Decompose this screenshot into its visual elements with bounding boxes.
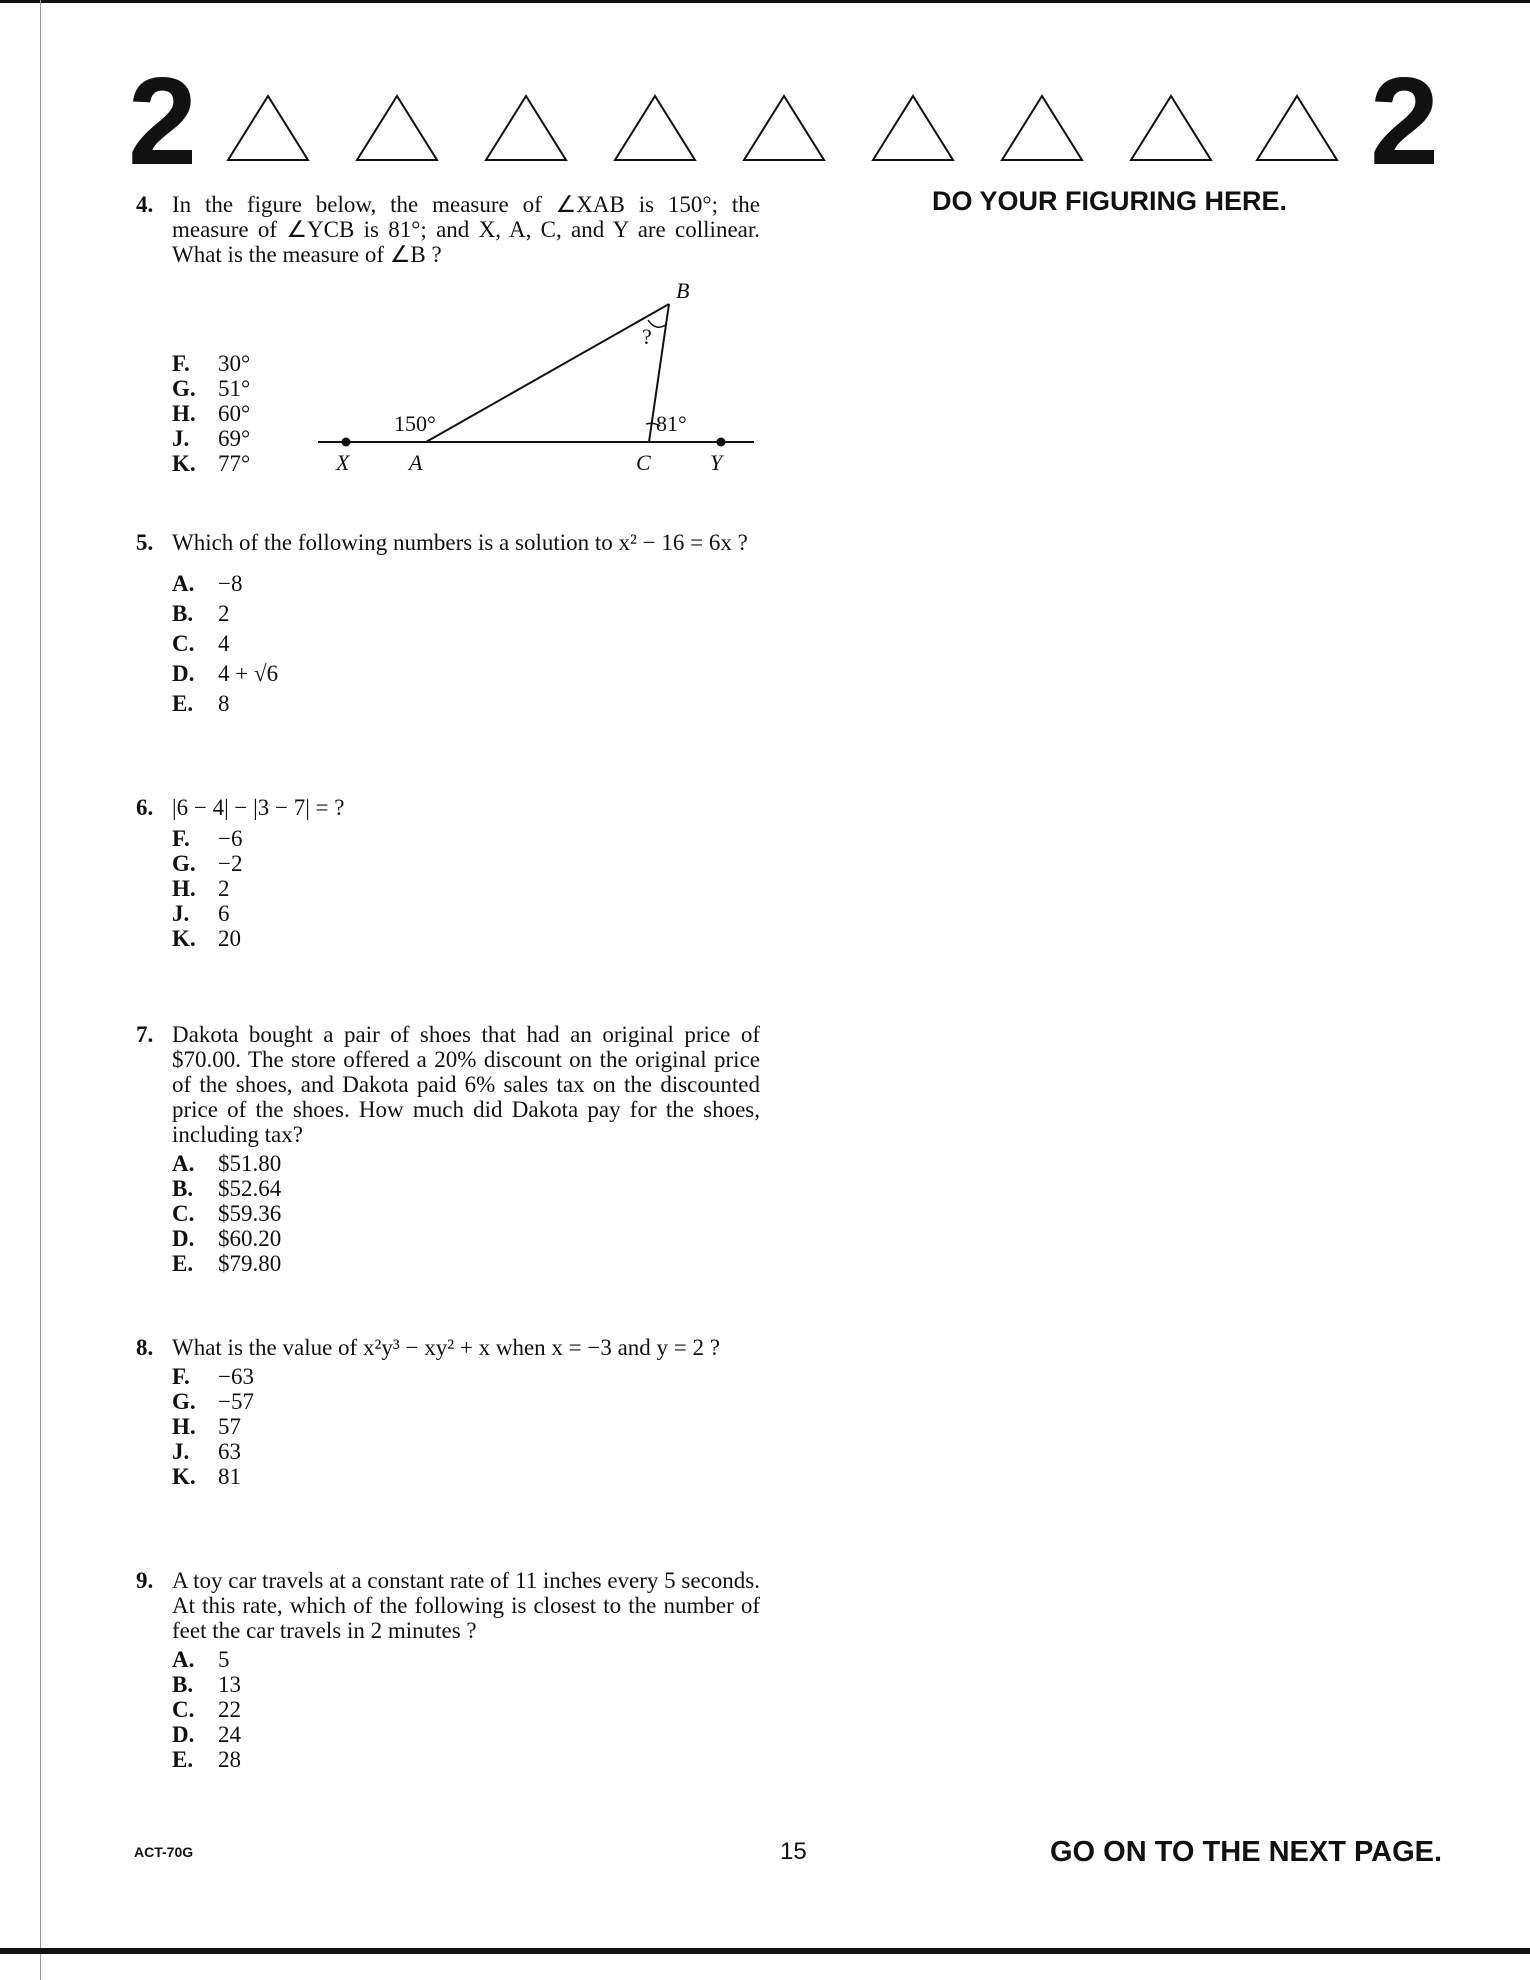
- answer-option[interactable]: D. 4 + √6: [172, 661, 279, 686]
- point-y: [717, 438, 726, 447]
- answer-option[interactable]: H. 57: [172, 1414, 241, 1439]
- question-text: Dakota bought a pair of shoes that had an original price of $70.00. The store offered a 20% discount on the original price of the shoes, and Dakota paid 6% sales tax on the discounted price of the shoes. How much did Dakota pay for the shoes, including tax?: [172, 1022, 760, 1147]
- question-6: [136, 795, 760, 951]
- question-number: 8.: [136, 1335, 154, 1360]
- question-number: 9.: [136, 1568, 154, 1593]
- answer-option[interactable]: B. 2: [172, 601, 230, 626]
- question-number: 7.: [136, 1022, 154, 1047]
- answer-option[interactable]: G. −2: [172, 851, 243, 876]
- label-angle-a: 150°: [394, 411, 436, 436]
- triangle-icon: [873, 96, 953, 160]
- question-number: 5.: [136, 530, 154, 555]
- triangle-icon: [744, 96, 824, 160]
- answer-option[interactable]: A. $51.80: [172, 1151, 282, 1176]
- triangle-icon: [357, 96, 437, 160]
- triangle-figure: [306, 272, 766, 482]
- answer-option[interactable]: C. 22: [172, 1697, 241, 1722]
- question-text: A toy car travels at a constant rate of 11 inches every 5 seconds. At this rate, which of the following is closest to the number of feet the car travels in 2 minutes ?: [172, 1568, 760, 1643]
- point-x: [342, 438, 351, 447]
- answer-options: [172, 1647, 760, 1772]
- label-unknown: ?: [642, 324, 652, 349]
- label-a: A: [409, 450, 423, 475]
- answer-option[interactable]: G. 51°: [172, 376, 251, 401]
- question-text: In the figure below, the measure of ∠XAB is 150°; the measure of ∠YCB is 81°; and X, A, C, and Y are collinear. What is the measure of ∠B ?: [172, 192, 760, 267]
- section-number-right: 2: [1370, 53, 1439, 191]
- bottom-rule: [0, 1948, 1530, 1954]
- answer-option[interactable]: H. 2: [172, 876, 230, 901]
- answer-option[interactable]: A. −8: [172, 571, 243, 596]
- figuring-note: DO YOUR FIGURING HERE.: [932, 186, 1288, 216]
- question-8: [136, 1335, 760, 1489]
- label-x: X: [336, 450, 350, 475]
- segment-ab: [426, 304, 669, 442]
- answer-option[interactable]: G. −57: [172, 1389, 254, 1414]
- answer-option[interactable]: C. $59.36: [172, 1201, 282, 1226]
- left-margin-rule: [40, 0, 41, 1980]
- question-7: [136, 1022, 760, 1276]
- answer-options: [172, 1151, 760, 1276]
- triangle-icon: [1002, 96, 1082, 160]
- answer-option[interactable]: F. 30°: [172, 351, 251, 376]
- question-text: |6 − 4| − |3 − 7| = ?: [172, 795, 345, 820]
- label-angle-c: 81°: [656, 411, 687, 436]
- answer-options: [172, 1364, 760, 1489]
- answer-option[interactable]: C. 4: [172, 631, 230, 656]
- answer-option[interactable]: B. $52.64: [172, 1176, 282, 1201]
- page-number: 15: [780, 1838, 807, 1865]
- answer-option[interactable]: D. 24: [172, 1722, 241, 1747]
- answer-option[interactable]: J. 6: [172, 901, 230, 926]
- question-5: [136, 530, 760, 719]
- question-9: [136, 1568, 760, 1772]
- answer-options: [172, 569, 760, 719]
- answer-option[interactable]: K. 77°: [172, 451, 251, 476]
- triangle-row: [225, 92, 1340, 164]
- answer-options: [172, 826, 760, 951]
- triangle-icon: [615, 96, 695, 160]
- answer-option[interactable]: J. 69°: [172, 426, 251, 451]
- answer-option[interactable]: E. $79.80: [172, 1251, 282, 1276]
- form-code: ACT-70G: [134, 1844, 194, 1860]
- top-rule: [0, 0, 1530, 3]
- question-number: 6.: [136, 795, 154, 820]
- answer-option[interactable]: K. 20: [172, 926, 241, 951]
- triangle-icon: [486, 96, 566, 160]
- section-number-left: 2: [128, 53, 197, 191]
- answer-option[interactable]: A. 5: [172, 1647, 230, 1672]
- triangle-icon: [1257, 96, 1337, 160]
- answer-option[interactable]: F. −63: [172, 1364, 254, 1389]
- answer-option[interactable]: F. −6: [172, 826, 243, 851]
- answer-option[interactable]: B. 13: [172, 1672, 241, 1697]
- label-c: C: [636, 450, 651, 475]
- answer-option[interactable]: J. 63: [172, 1439, 241, 1464]
- label-b: B: [676, 278, 690, 303]
- label-y: Y: [710, 450, 723, 475]
- next-page-note: GO ON TO THE NEXT PAGE.: [1050, 1836, 1443, 1868]
- question-text: Which of the following numbers is a solution to x² − 16 = 6x ?: [172, 530, 748, 555]
- answer-option[interactable]: E. 28: [172, 1747, 241, 1772]
- triangle-icon: [1131, 96, 1211, 160]
- answer-option[interactable]: D. $60.20: [172, 1226, 282, 1251]
- answer-option[interactable]: K. 81: [172, 1464, 241, 1489]
- triangle-icon: [228, 96, 308, 160]
- answer-option[interactable]: H. 60°: [172, 401, 251, 426]
- answer-option[interactable]: E. 8: [172, 691, 230, 716]
- question-text: What is the value of x²y³ − xy² + x when x = −3 and y = 2 ?: [172, 1335, 720, 1360]
- question-number: 4.: [136, 192, 154, 217]
